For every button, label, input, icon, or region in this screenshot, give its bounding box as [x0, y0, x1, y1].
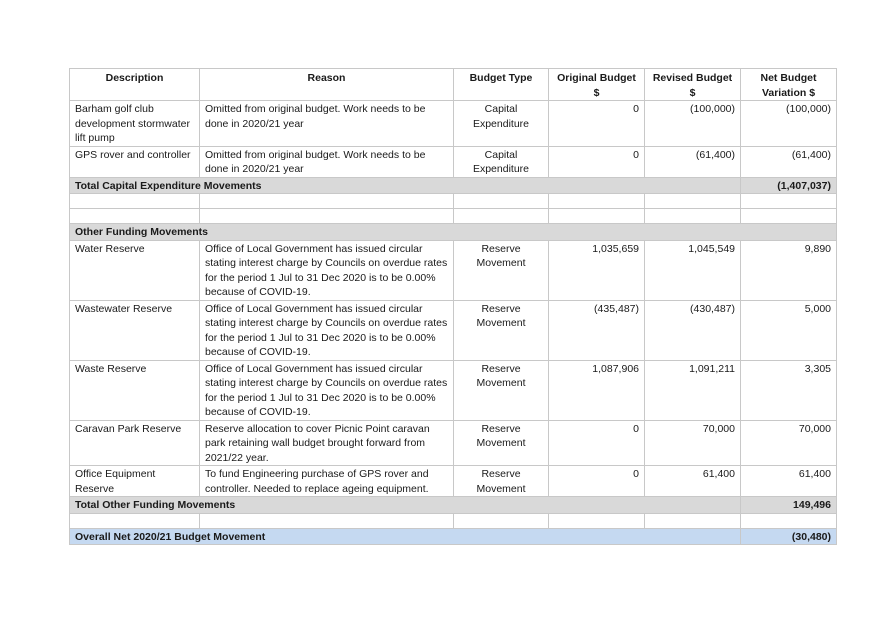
cell-description: Water Reserve [70, 240, 200, 300]
cell-net: (100,000) [741, 101, 837, 147]
table-row [70, 240, 837, 300]
capital-total-label: Total Capital Expenditure Movements [70, 177, 741, 194]
cell-reason: Reserve allocation to cover Picnic Point caravan park retaining wall budget brought forward from 2021/22 year. [200, 420, 454, 466]
cell-net: 61,400 [741, 466, 837, 497]
table-row [70, 101, 837, 147]
cell-description: Caravan Park Reserve [70, 420, 200, 466]
cell-revised: (100,000) [645, 101, 741, 147]
other-total-label: Total Other Funding Movements [70, 497, 741, 514]
other-total-row [70, 497, 837, 514]
table-row [70, 146, 837, 177]
overall-net-label: Overall Net 2020/21 Budget Movement [70, 528, 741, 545]
cell-original: 0 [549, 466, 645, 497]
cell-description: GPS rover and controller [70, 146, 200, 177]
cell-revised: (61,400) [645, 146, 741, 177]
cell-reason: Office of Local Government has issued circular stating interest charge by Councils on overdue rates for the period 1 Jul to 31 Dec 2020 is to be 0.00% because of COVID-19. [200, 240, 454, 300]
blank-row [70, 194, 837, 209]
cell-reason: To fund Engineering purchase of GPS rover and controller. Needed to replace ageing equipment. [200, 466, 454, 497]
table-header-row [70, 69, 837, 101]
table-row [70, 300, 837, 360]
capital-total-row [70, 177, 837, 194]
other-total-value: 149,496 [741, 497, 837, 514]
cell-reason: Omitted from original budget. Work needs to be done in 2020/21 year [200, 146, 454, 177]
cell-revised: 1,045,549 [645, 240, 741, 300]
cell-description: Office Equipment Reserve [70, 466, 200, 497]
other-funding-section-label: Other Funding Movements [70, 224, 837, 241]
budget-movements-table [69, 68, 837, 545]
cell-reason: Office of Local Government has issued circular stating interest charge by Councils on overdue rates for the period 1 Jul to 31 Dec 2020 is to be 0.00% because of COVID-19. [200, 360, 454, 420]
cell-budget-type: Reserve Movement [454, 240, 549, 300]
capital-total-value: (1,407,037) [741, 177, 837, 194]
cell-revised: 61,400 [645, 466, 741, 497]
cell-revised: 70,000 [645, 420, 741, 466]
table-row [70, 466, 837, 497]
header-reason: Reason [200, 69, 454, 101]
cell-original: 0 [549, 101, 645, 147]
table-row [70, 360, 837, 420]
blank-row [70, 513, 837, 528]
overall-net-row [70, 528, 837, 545]
header-original-budget: Original Budget $ [549, 69, 645, 101]
cell-original: 1,087,906 [549, 360, 645, 420]
other-funding-section-row [70, 224, 837, 241]
cell-net: 9,890 [741, 240, 837, 300]
cell-original: 0 [549, 146, 645, 177]
header-description: Description [70, 69, 200, 101]
cell-original: 1,035,659 [549, 240, 645, 300]
cell-reason: Omitted from original budget. Work needs to be done in 2020/21 year [200, 101, 454, 147]
overall-net-value: (30,480) [741, 528, 837, 545]
cell-net: 3,305 [741, 360, 837, 420]
cell-description: Wastewater Reserve [70, 300, 200, 360]
header-budget-type: Budget Type [454, 69, 549, 101]
cell-original: 0 [549, 420, 645, 466]
table-row [70, 420, 837, 466]
blank-row [70, 209, 837, 224]
cell-budget-type: Reserve Movement [454, 420, 549, 466]
cell-budget-type: Reserve Movement [454, 360, 549, 420]
header-net-variation: Net Budget Variation $ [741, 69, 837, 101]
cell-reason: Office of Local Government has issued circular stating interest charge by Councils on overdue rates for the period 1 Jul to 31 Dec 2020 is to be 0.00% because of COVID-19. [200, 300, 454, 360]
cell-description: Waste Reserve [70, 360, 200, 420]
cell-net: 5,000 [741, 300, 837, 360]
cell-net: (61,400) [741, 146, 837, 177]
cell-description: Barham golf club development stormwater lift pump [70, 101, 200, 147]
cell-original: (435,487) [549, 300, 645, 360]
cell-net: 70,000 [741, 420, 837, 466]
cell-budget-type: Capital Expenditure [454, 146, 549, 177]
cell-budget-type: Reserve Movement [454, 466, 549, 497]
cell-revised: (430,487) [645, 300, 741, 360]
cell-budget-type: Capital Expenditure [454, 101, 549, 147]
cell-revised: 1,091,211 [645, 360, 741, 420]
header-revised-budget: Revised Budget $ [645, 69, 741, 101]
cell-budget-type: Reserve Movement [454, 300, 549, 360]
